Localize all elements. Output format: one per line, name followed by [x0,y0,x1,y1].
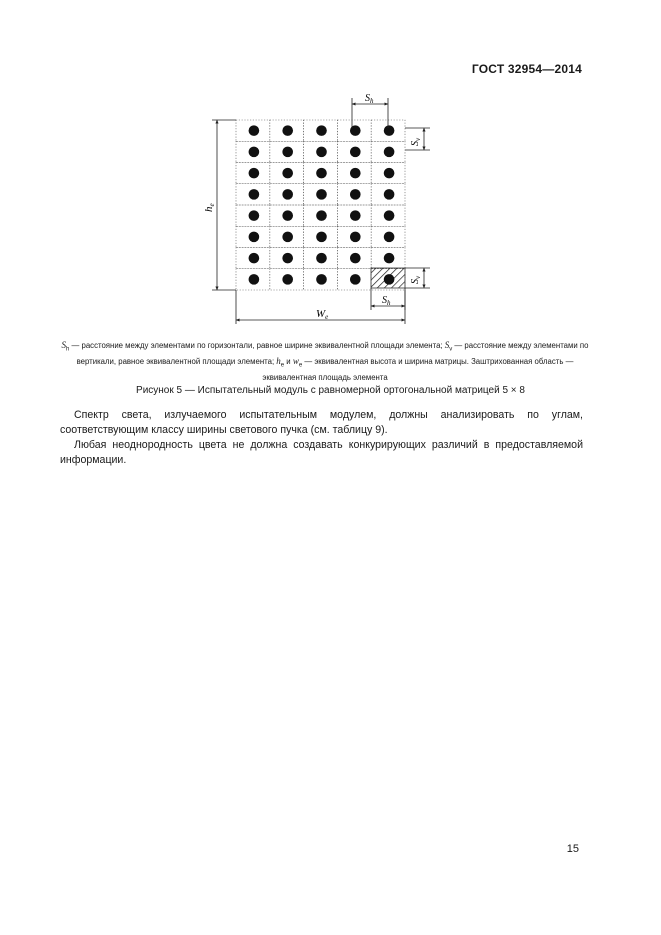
matrix-element-dot [384,168,395,179]
standard-header: ГОСТ 32954—2014 [471,62,582,76]
matrix-element-dot [282,168,293,179]
matrix-element-dot [282,274,293,285]
we-dimension [236,290,405,324]
matrix-element-dot [249,232,260,243]
matrix-element-dot [249,147,260,158]
matrix-element-dot [384,232,395,243]
matrix-element-dot [282,125,293,136]
matrix-element-dot [316,168,327,179]
matrix-element-dot [350,253,361,264]
matrix-element-dot [282,232,293,243]
sv-top-label: $S_v$ [410,137,422,146]
sv-bottom-dimension [405,268,430,288]
sv-top-dimension [405,128,430,150]
matrix-element-dot [316,210,327,221]
matrix-element-dot [350,274,361,285]
page-number: 15 [566,843,579,855]
matrix-element-dot [350,210,361,221]
matrix-element-dot [350,168,361,179]
body-paragraph-2: Любая неоднородность цвета не должна создавать конкурирующих различий в предоставляемой информации. [60,439,583,466]
legend-and: и [284,357,293,367]
matrix-element-dot [282,253,293,264]
matrix-element-dot [316,274,327,285]
sh-top-label: $S_h$ [365,93,374,105]
matrix-element-dot [384,147,395,158]
matrix-element-dot [249,210,260,221]
matrix-element-dot [384,274,395,285]
sh-top-dimension [352,93,388,128]
legend-he-sub: e [280,362,285,369]
matrix-element-dot [384,253,395,264]
legend-he-symbol: h [276,356,281,367]
he-dimension [203,120,236,290]
matrix-element-dot [350,147,361,158]
legend-sv-sub: v [449,346,453,353]
legend-sh-sub: h [66,346,70,353]
matrix-element-dot [316,125,327,136]
matrix-element-dot [249,189,260,200]
legend-we-sub: e [298,362,303,369]
matrix-element-dot [249,125,260,136]
matrix-element-dot [350,232,361,243]
matrix-element-dot [249,253,260,264]
body-paragraph-1: Спектр света, излучаемого испытательным модулем, должны анализировать по углам, соответствующим классу ширины светового пучка (см. таблицу 9). [60,409,583,436]
legend-tail-text: — эквивалентная высота и ширина матрицы. Заштрихованная область — эквивалентная площадь элемента [262,357,574,383]
matrix-element-dot [350,125,361,136]
we-label: We [316,308,329,321]
sh-bottom-label: $S_h$ [382,295,391,307]
figure-legend [60,340,590,384]
legend-we-symbol: w [292,356,299,367]
matrix-element-dot [350,189,361,200]
matrix-element-dot [282,189,293,200]
matrix-element-dot [282,147,293,158]
matrix-element-dot [282,210,293,221]
matrix-element-dot [316,147,327,158]
matrix-element-dot [316,232,327,243]
test-module-figure [0,0,661,340]
legend-sv-symbol: S [444,340,450,350]
grid-cells [236,120,405,290]
matrix-element-dot [316,253,327,264]
sv-bottom-label: $S_v$ [410,275,422,284]
matrix-element-dot [316,189,327,200]
matrix-element-dot [249,274,260,285]
legend-sh-symbol: S [61,340,67,350]
legend-sv-text: — расстояние между элементами по вертикали, равное эквивалентной площади элемента; [76,341,589,367]
he-label: he [203,203,216,212]
matrix-element-dot [384,210,395,221]
matrix-element-dot [249,168,260,179]
legend-sh-text: — расстояние между элементами по горизонтали, равное ширине эквивалентной площади элемента; [69,341,445,350]
matrix-element-dot [384,125,395,136]
figure-caption: Рисунок 5 — Испытательный модуль с равномерной ортогональной матрицей 5 × 8 [136,385,525,396]
sh-bottom-dimension [371,288,405,310]
matrix-element-dot [384,189,395,200]
